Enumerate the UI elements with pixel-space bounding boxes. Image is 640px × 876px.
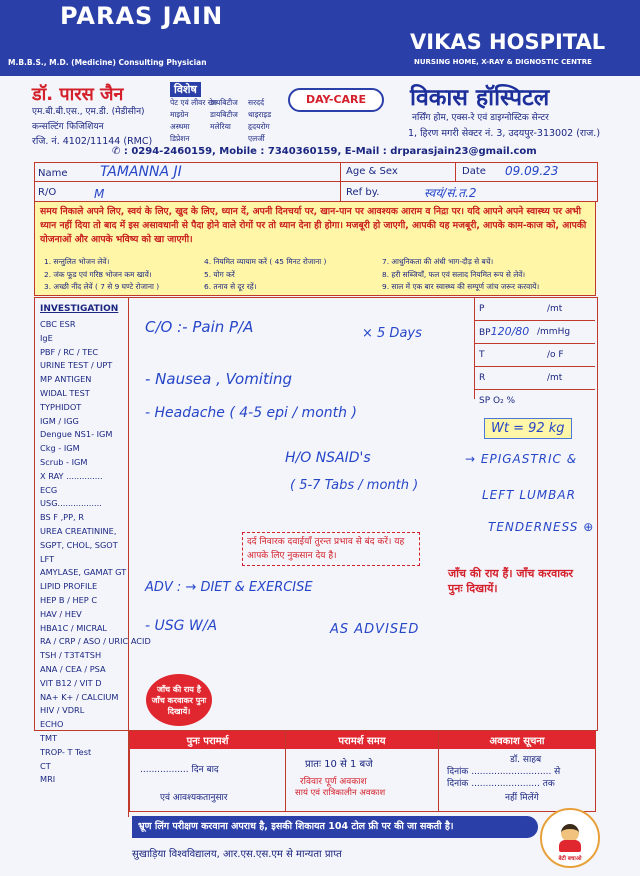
legal-banner: भ्रूण लिंग परीक्षण करवाना अपराध है, इसकी शिकायत 104 टोल फ्री पर की जा सकती है।: [132, 816, 538, 838]
note-chief-complaint[interactable]: C/O :- Pain P/A: [145, 318, 254, 336]
consult-col1-title: पुनः परामर्श: [186, 736, 229, 747]
vital-bp: BP120/80 /mmHg: [475, 321, 595, 344]
tip: 7. आधुनिकता की अंधी भाग-दौड़ से बचें।: [382, 257, 494, 266]
test-item[interactable]: RA / CRP / ASO / URIC ACID: [40, 636, 151, 647]
hospital-sub-hi: नर्सिंग होम, एक्स-रे एवं डाइग्नोस्टिक सेन्टर: [412, 113, 549, 123]
jaanch-stamp: जाँच की राय हैं। जाँच करवाकर पुनः दिखायें।: [448, 567, 574, 595]
timing-morning: प्रातः 10 से 1 बजे: [305, 759, 373, 770]
note-symptom-1[interactable]: - Nausea , Vomiting: [145, 370, 293, 388]
ref-value[interactable]: स्वयं/सं.त.2: [424, 186, 477, 200]
test-item[interactable]: NA+ K+ / CALCIUM: [40, 691, 119, 702]
patient-name[interactable]: TAMANNA JI: [100, 164, 182, 180]
test-item[interactable]: WIDAL TEST: [40, 387, 90, 398]
consult-col3-title: अवकाश सूचना: [489, 736, 545, 747]
test-item[interactable]: CBC ESR: [40, 319, 76, 329]
test-item[interactable]: IgE: [40, 332, 53, 343]
reg-number: रजि. नं. 4102/11144 (RMC): [32, 136, 153, 147]
tip: 3. अच्छी नींद लेवें ( 7 से 9 घण्टे रोजाना ): [44, 282, 160, 291]
specialties-col2: [248, 97, 271, 145]
tip: 6. तनाव से दूर रहें।: [204, 282, 257, 291]
date-value[interactable]: 09.09.23: [505, 164, 559, 178]
holiday-from: दिनांक ............................ से: [447, 767, 561, 777]
test-item[interactable]: ECHO: [40, 719, 64, 730]
tip: 1. सन्तुलित भोजन लेवें।: [44, 257, 110, 266]
test-item[interactable]: LFT: [40, 553, 55, 564]
note-symptom-2[interactable]: - Headache ( 4-5 epi / month ): [145, 405, 357, 421]
revisit-note: एवं आवश्यकतानुसार: [160, 793, 228, 803]
tip: 2. जंक फूड एवं गरिष्ठ भोजन कम खावें।: [44, 269, 152, 279]
logo-text: बेटी बचाओ: [558, 856, 582, 862]
investigation-list: [40, 318, 151, 787]
specialty: अस्थमा: [170, 122, 190, 131]
specialty: डिप्रेशन: [170, 134, 190, 143]
test-item[interactable]: Scrub - IGM: [40, 456, 88, 467]
vital-temp: T /o F: [475, 344, 595, 367]
vital-spo2: SP O₂ %: [479, 396, 516, 406]
specialty: माइग्रेन: [170, 110, 189, 119]
test-item[interactable]: TYPHIDOT: [40, 401, 82, 412]
test-item[interactable]: IGM / IGG: [40, 415, 79, 426]
test-item[interactable]: PBF / RC / TEC: [40, 346, 99, 357]
vital-pulse: P /mt: [475, 298, 595, 321]
tip: 4. नियमित व्यायाम करें ( 45 मिनट रोजाना ): [204, 257, 327, 266]
test-item[interactable]: TMT: [40, 732, 58, 743]
test-item[interactable]: HAV / HEV: [40, 608, 82, 619]
painkiller-stamp: दर्द निवारक दवाईयाँ तुरन्त प्रभाव से बंद करें। यह आपके लिए नुकसान देय है।: [242, 532, 420, 566]
jaanch-circle: जाँच की राय है जाँच करवाकर पुनः दिखायें।: [146, 674, 212, 726]
doctor-degree-hi: एम.बी.बी.एस., एम.डी. (मेडीसीन): [32, 107, 145, 117]
test-item[interactable]: ECG: [40, 484, 58, 495]
test-item[interactable]: AMYLASE, GAMAT GT: [40, 567, 127, 578]
vishesh-label: विशेष: [170, 82, 201, 97]
specialty: मलेरिया: [210, 122, 231, 131]
test-item[interactable]: UREA CREATININE,: [40, 525, 117, 536]
investigation-title: INVESTIGATION: [40, 304, 119, 314]
test-item[interactable]: Dengue NS1- IGM: [40, 429, 113, 440]
doctor-degree-en: M.B.B.S., M.D. (Medicine) Consulting Physician: [8, 58, 207, 67]
specialty: पेट एवं लीवर रोग: [170, 98, 218, 107]
test-item[interactable]: LIPID PROFILE: [40, 581, 98, 592]
note-history[interactable]: H/O NSAID's: [285, 450, 371, 466]
daycare-badge: DAY-CARE: [288, 88, 384, 112]
ro-label: R/O: [38, 187, 57, 198]
holiday-doctor: डॉ. साहब: [510, 755, 542, 765]
test-item[interactable]: Ckg - IGM: [40, 443, 80, 454]
tip: 5. योग करें: [204, 269, 235, 279]
specialties-col3: [210, 97, 238, 133]
test-item[interactable]: TSH / T3T4TSH: [40, 650, 102, 661]
hospital-name-hi: विकास हॉस्पिटल: [410, 85, 550, 111]
hospital-sub-en: NURSING HOME, X-RAY & DIGNOSTIC CENTRE: [414, 58, 592, 66]
specialty: थाइराइड: [248, 110, 272, 119]
beti-bachao-logo: [540, 808, 600, 868]
advice-paragraph: समय निकाले अपने लिए, स्वयं के लिए, खुद के लिए, ध्यान दें, अपनी दिनचर्या पर, खान-पान पर आवश्यक आराम व निद्रा पर। यदि आपने अपने स्वास्थ्य पर अभी ध्यान नहीं दिया तो बाद में इस असावधानी से पैदा होने वाले रोगों पर तो ध्यान देना ही होगा। मजबूरी हो जाएगी, आपकी यह मजबूरी, आपके काम-काज को, आपकी योजनाओं और आपके भविष्य को खा जाएगी।: [40, 206, 587, 245]
test-item[interactable]: X RAY ..............: [40, 470, 103, 481]
doctor-role-hi: कन्सल्टिंग फिजिशियन: [32, 122, 104, 132]
advice-note[interactable]: ADV : → DIET & EXERCISE: [145, 580, 313, 595]
exam-finding-1[interactable]: → EPIGASTRIC &: [465, 452, 578, 466]
test-item[interactable]: SGPT, CHOL, SGOT: [40, 539, 118, 550]
weight-note[interactable]: Wt = 92 kg: [484, 418, 572, 439]
age-label: Age & Sex: [346, 166, 398, 177]
holiday-unavailable: नहीं मिलेंगे: [505, 793, 539, 803]
ref-label: Ref by.: [346, 187, 380, 198]
specialty: डायबिटीज: [210, 110, 238, 119]
university-recognition: सुखाड़िया विश्वविद्यालय, आर.एस.एस.एम से मान्यता प्राप्त: [132, 849, 342, 860]
test-item[interactable]: VIT B12 / VIT D: [40, 677, 102, 688]
tip: 9. साल में एक बार स्वास्थ्य की सम्पूर्ण जांच जरूर करवायें।: [382, 282, 540, 291]
test-item[interactable]: URINE TEST / UPT: [40, 360, 113, 371]
exam-finding-3[interactable]: TENDERNESS ⊕: [488, 520, 595, 534]
timing-sunday: रविवार पूर्ण अवकाश: [300, 777, 367, 787]
contact-line: ✆ : 0294-2460159, Mobile : 7340360159, E-Mail : drparasjain23@gmail.com: [112, 146, 537, 157]
advice-tips: [44, 256, 592, 294]
usg-note[interactable]: - USG W/A: [145, 618, 218, 634]
test-item[interactable]: TROP- T Test: [40, 746, 92, 757]
test-item[interactable]: MRI: [40, 774, 56, 785]
test-item[interactable]: MP ANTIGEN: [40, 374, 92, 385]
note-duration[interactable]: × 5 Days: [362, 326, 422, 341]
specialty: हृदयरोग: [248, 122, 270, 131]
consult-col2-title: परामर्श समय: [338, 736, 386, 747]
ro-value[interactable]: M: [94, 187, 105, 201]
test-item[interactable]: BS F ,PP, R: [40, 512, 84, 523]
date-label: Date: [462, 166, 486, 177]
test-item[interactable]: HIV / VDRL: [40, 705, 85, 716]
revisit-days: ................. दिन बाद: [140, 765, 219, 775]
doctor-name-en: PARAS JAIN: [60, 2, 224, 30]
girl-dress-icon: [559, 840, 581, 852]
test-item[interactable]: CT: [40, 760, 51, 771]
timing-evening: सायं एवं रात्रिकालीन अवकाश: [295, 788, 386, 798]
doctor-name-hi: डॉ. पारस जैन: [32, 84, 124, 105]
specialty: एलर्जी: [248, 134, 265, 143]
exam-finding-2[interactable]: LEFT LUMBAR: [482, 488, 576, 502]
hospital-address: 1, हिरण मगरी सेक्टर नं. 3, उदयपुर-313002 (राज.): [408, 128, 601, 139]
note-history-detail[interactable]: ( 5-7 Tabs / month ): [290, 478, 419, 493]
tip: 8. हरी सब्जियाँ, फल एवं सलाद नियमित रूप से लेवें।: [382, 269, 526, 279]
vitals-box: [475, 298, 595, 412]
vital-resp: R /mt: [475, 367, 595, 390]
test-item[interactable]: USG.................: [40, 498, 102, 509]
specialty: डायबिटीज: [210, 98, 238, 107]
advice-note-2[interactable]: AS ADVISED: [330, 622, 420, 637]
test-item[interactable]: HEP B / HEP C: [40, 594, 98, 605]
hospital-name-en: VIKAS HOSPITAL: [410, 30, 606, 54]
test-item[interactable]: ANA / CEA / PSA: [40, 663, 106, 674]
specialty: सरदर्द: [248, 98, 265, 107]
test-item[interactable]: HBA1C / MICRAL: [40, 622, 107, 633]
name-label: Name: [38, 168, 68, 179]
holiday-to: दिनांक ........................ तक: [447, 779, 555, 789]
